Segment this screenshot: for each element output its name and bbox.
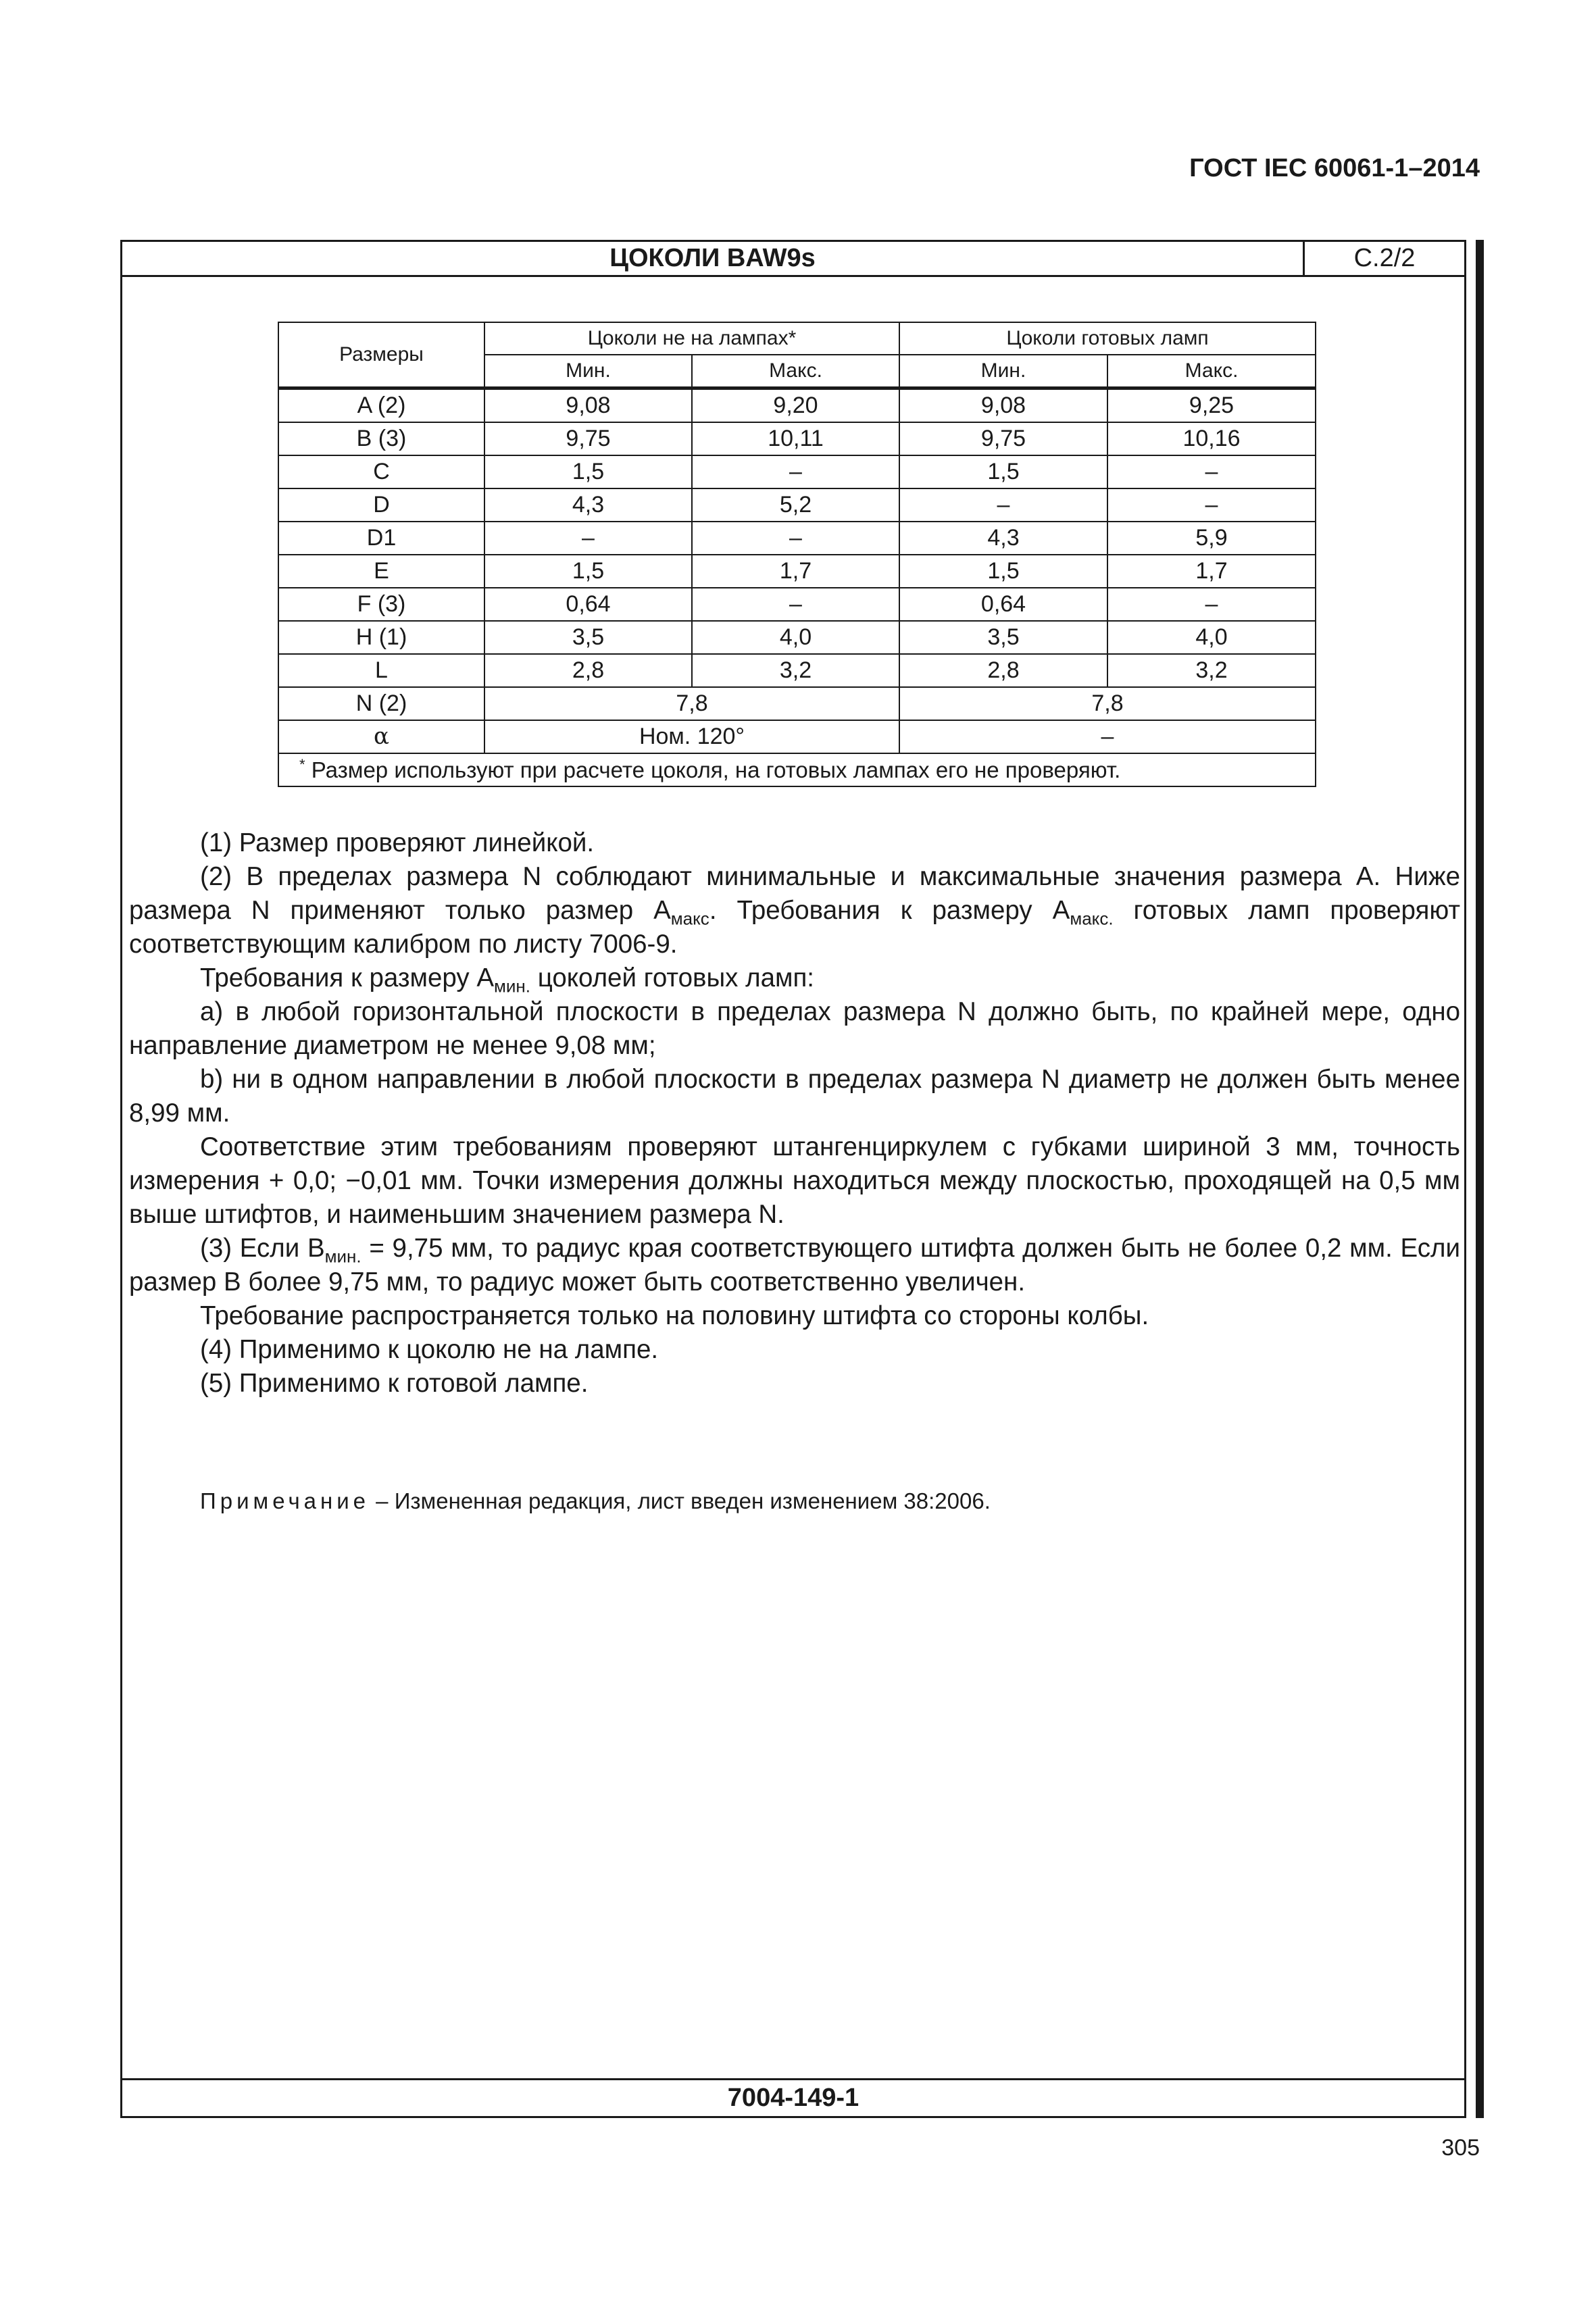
table-row: [278, 455, 1316, 488]
cell-value: 9,08: [899, 388, 1107, 423]
standard-designation: ГОСТ IEC 60061-1–2014: [1189, 154, 1480, 182]
cell-value: 1,5: [899, 555, 1107, 588]
cell-value: 1,5: [899, 455, 1107, 488]
cell-value: 5,9: [1107, 522, 1316, 555]
col-header-min: Мин.: [899, 355, 1107, 388]
footnote-text: Размер используют при расчете цоколя, на готовых лампах его не проверяют.: [311, 757, 1121, 782]
sheet-frame: [120, 240, 1466, 2118]
paragraph: (1) Размер проверяют линейкой.: [200, 828, 595, 857]
table-row: [278, 488, 1316, 522]
cell-value: 9,20: [692, 388, 899, 423]
paragraph: (5) Применимо к готовой лампе.: [200, 1369, 589, 1398]
col-header-min: Мин.: [484, 355, 692, 388]
table-row: [278, 555, 1316, 588]
cell-value: –: [692, 455, 899, 488]
sheet-footer-code: 7004-149-1: [122, 2078, 1464, 2116]
notes-text: [129, 826, 1460, 1401]
cell-value: 7,8: [899, 687, 1316, 720]
cell-value: 3,5: [484, 621, 692, 654]
cell-dimension: N (2): [278, 687, 484, 720]
cell-value: 2,8: [484, 654, 692, 687]
cell-dimension: E: [278, 555, 484, 588]
cell-value: 1,5: [484, 555, 692, 588]
cell-value: 9,75: [484, 422, 692, 455]
table-footnote: [278, 753, 1316, 786]
cell-value: Ном. 120°: [484, 720, 899, 753]
sheet-title: ЦОКОЛИ BAW9s: [122, 242, 1305, 275]
page-number: 305: [1441, 2135, 1480, 2161]
cell-dimension: C: [278, 455, 484, 488]
cell-value: 9,08: [484, 388, 692, 423]
amendment-note: [200, 1488, 991, 1514]
cell-value: –: [484, 522, 692, 555]
note-label: Примечание: [200, 1488, 370, 1513]
cell-dimension: A (2): [278, 388, 484, 423]
cell-value: –: [692, 588, 899, 621]
table-row: [278, 388, 1316, 423]
cell-dimension: F (3): [278, 588, 484, 621]
cell-value: 1,7: [692, 555, 899, 588]
cell-value: –: [692, 522, 899, 555]
paragraph: b) ни в одном направлении в любой плоскости в пределах размера N диаметр не должен быть менее 8,99 мм.: [129, 1065, 1460, 1128]
cell-value: 3,2: [692, 654, 899, 687]
cell-value: 7,8: [484, 687, 899, 720]
paragraph: Соответствие этим требованиям проверяют штангенциркулем с губками шириной 3 мм, точность измерения + 0,0; −0,01 мм. Точки измерения должны находиться между плоскостью, проходящей на 0,5 мм выше штифтов, и наименьшим значением размера N.: [129, 1132, 1460, 1229]
cell-dimension: D1: [278, 522, 484, 555]
cell-value: 5,2: [692, 488, 899, 522]
cell-value: 4,3: [484, 488, 692, 522]
table-row-alpha: [278, 720, 1316, 753]
paragraph: Требование распространяется только на половину штифта со стороны колбы.: [200, 1301, 1149, 1330]
col-group-lamps: Цоколи готовых ламп: [899, 322, 1316, 355]
sheet-label: С.2/2: [1353, 244, 1416, 272]
sheet-title-row: [122, 242, 1464, 277]
paragraph: (2) В пределах размера N соблюдают минимальные и максимальные значения размера А. Ниже размера N применяют только размер $А_{макс}$. Требования к размеру $А_{макс.}$ готовых ламп проверяют соответствующим калибром по листу 7006-9.: [129, 862, 1460, 959]
cell-dimension: B (3): [278, 422, 484, 455]
paragraph: а) в любой горизонтальной плоскости в пределах размера N должно быть, по крайней мере, одно направление диаметром не менее 9,08 мм;: [129, 997, 1460, 1060]
cell-value: 1,5: [484, 455, 692, 488]
cell-value: 4,0: [1107, 621, 1316, 654]
cell-dimension: H (1): [278, 621, 484, 654]
cell-value: 3,2: [1107, 654, 1316, 687]
table-row: [278, 588, 1316, 621]
cell-dimension: D: [278, 488, 484, 522]
table-row: [278, 422, 1316, 455]
footnote-mark: *: [299, 756, 305, 773]
paragraph: Требования к размеру $А_{мин.}$ цоколей готовых ламп:: [200, 963, 815, 997]
cell-value: 9,25: [1107, 388, 1316, 423]
paragraph: (4) Применимо к цоколю не на лампе.: [200, 1335, 659, 1364]
cell-value: 4,3: [899, 522, 1107, 555]
col-group-unmounted: Цоколи не на лампах*: [484, 322, 899, 355]
table-footnote-row: [278, 753, 1316, 786]
table-row-n: [278, 687, 1316, 720]
cell-value: 10,16: [1107, 422, 1316, 455]
cell-dimension: L: [278, 654, 484, 687]
note-text: – Измененная редакция, лист введен изменением 38:2006.: [370, 1488, 991, 1513]
cell-value: –: [899, 488, 1107, 522]
cell-value: –: [899, 720, 1316, 753]
paragraph: (3) Если $B_{мин.} = 9,75$ мм, то радиус края соответствующего штифта должен быть не более 0,2 мм. Если размер B более 9,75 мм, то радиус может быть соответственно увеличен.: [129, 1234, 1460, 1297]
cell-dimension: α: [278, 720, 484, 753]
frame-right-rule: [1476, 240, 1484, 2118]
cell-value: 9,75: [899, 422, 1107, 455]
table-row: [278, 621, 1316, 654]
cell-value: 10,11: [692, 422, 899, 455]
cell-value: 0,64: [899, 588, 1107, 621]
cell-value: 1,7: [1107, 555, 1316, 588]
dimensions-table: [278, 322, 1316, 787]
table-row: [278, 654, 1316, 687]
table-row: [278, 522, 1316, 555]
cell-value: –: [1107, 455, 1316, 488]
cell-value: –: [1107, 588, 1316, 621]
col-header-dimensions: Размеры: [278, 322, 484, 388]
cell-value: 0,64: [484, 588, 692, 621]
cell-value: 3,5: [899, 621, 1107, 654]
col-header-max: Макс.: [692, 355, 899, 388]
cell-value: 4,0: [692, 621, 899, 654]
cell-value: –: [1107, 488, 1316, 522]
cell-value: 2,8: [899, 654, 1107, 687]
col-header-max: Макс.: [1107, 355, 1316, 388]
